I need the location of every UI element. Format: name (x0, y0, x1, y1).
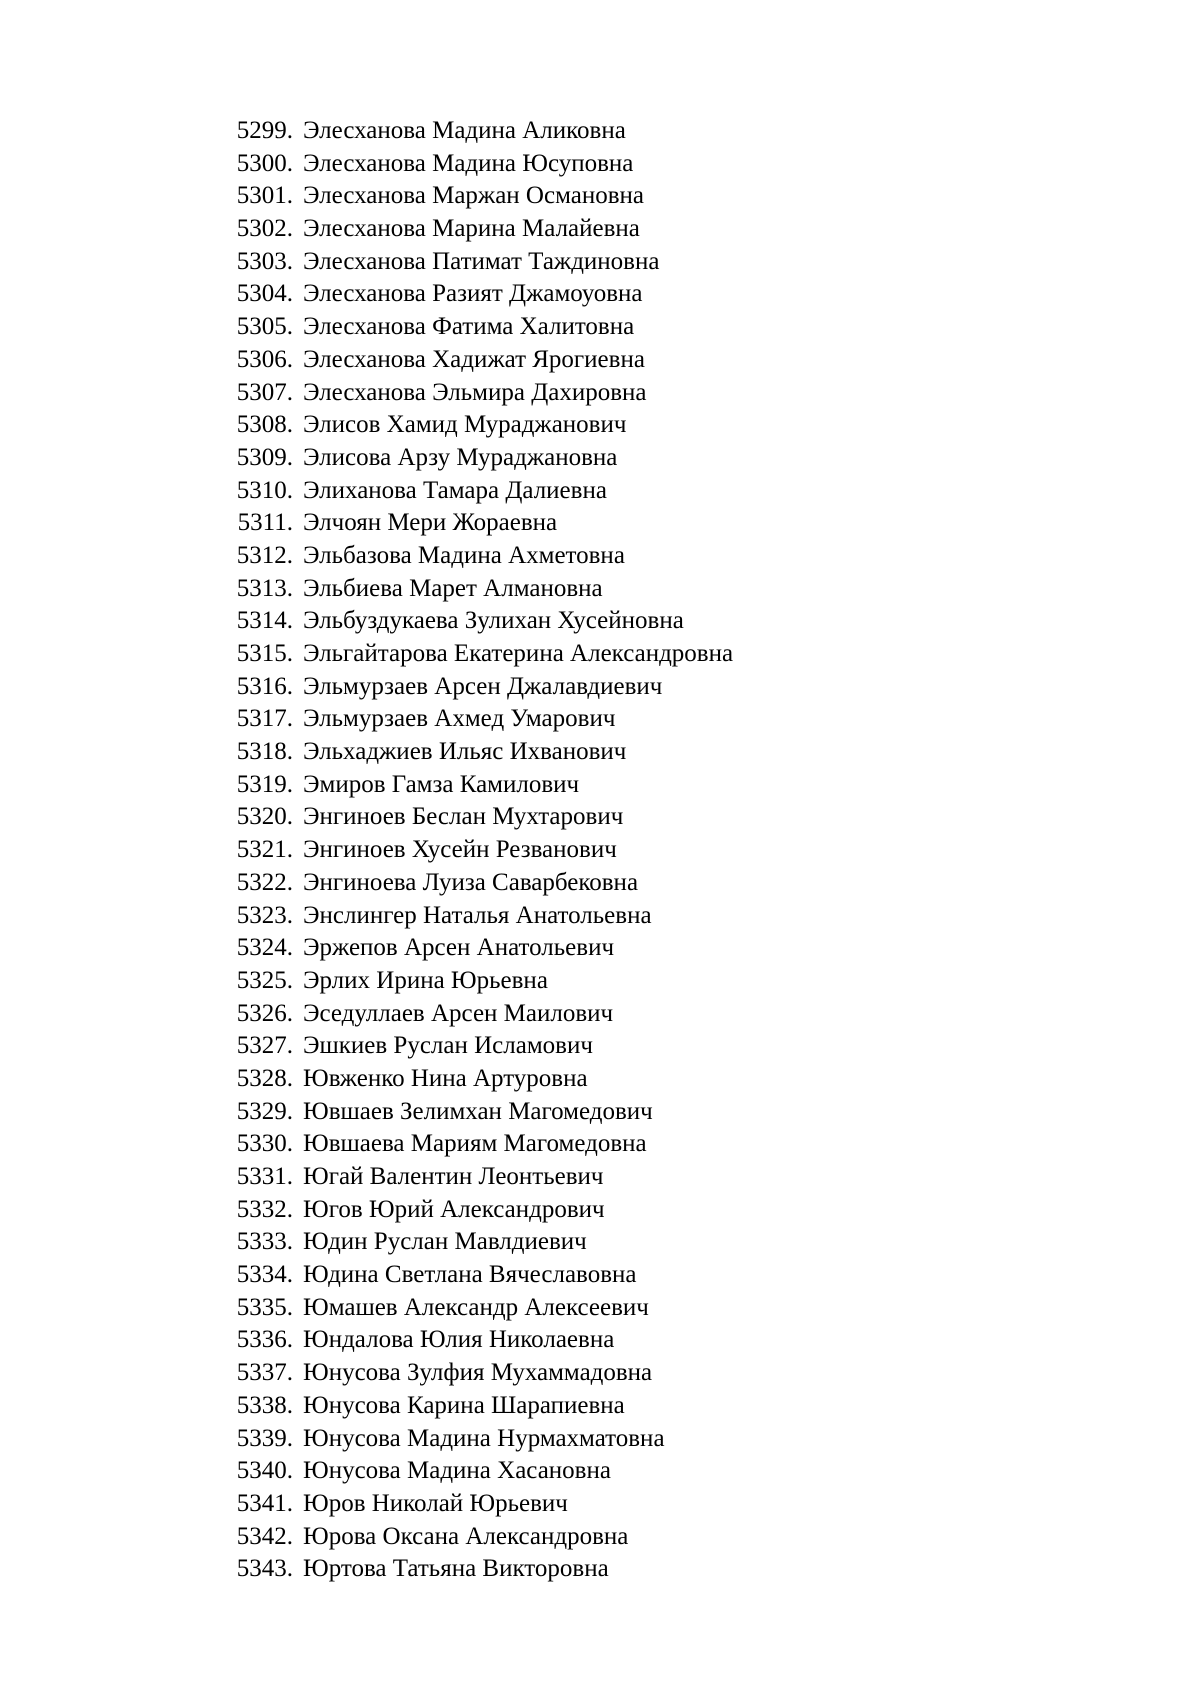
entry-full-name: Эльмурзаев Арсен Джалавдиевич (303, 672, 663, 700)
list-item (0, 475, 733, 508)
entry-full-name: Эшкиев Руслан Исламович (303, 1032, 593, 1060)
list-item (0, 213, 733, 246)
list-item (0, 409, 733, 442)
list-item (0, 1455, 733, 1488)
list-item (0, 442, 733, 475)
entry-number: 5319. (236, 770, 293, 798)
entry-number: 5316. (236, 672, 293, 700)
entry-full-name: Элесханова Эльмира Дахировна (303, 378, 647, 406)
entry-full-name: Эльгайтарова Екатерина Александровна (303, 640, 734, 667)
entry-number: 5328. (236, 1064, 293, 1092)
entry-full-name: Элиханова Тамара Далиевна (303, 476, 607, 504)
entry-number: 5327. (236, 1032, 293, 1060)
list-item (0, 1063, 733, 1096)
entry-number: 5303. (236, 247, 293, 275)
entry-full-name: Юнусова Мадина Нурмахматовна (303, 1424, 665, 1452)
list-item (0, 540, 733, 573)
entry-number: 5337. (236, 1359, 293, 1387)
entry-number: 5301. (236, 182, 293, 210)
list-item (0, 932, 733, 965)
list-item (0, 1521, 733, 1554)
entry-full-name: Югов Юрий Александрович (303, 1195, 605, 1223)
list-item (0, 180, 733, 213)
list-item (0, 311, 733, 344)
entry-number: 5334. (236, 1261, 293, 1289)
entry-number: 5323. (236, 901, 293, 929)
entry-number: 5300. (236, 149, 293, 177)
list-item (0, 1357, 733, 1390)
entry-full-name: Эльмурзаев Ахмед Умарович (303, 705, 616, 733)
entry-full-name: Юнусова Мадина Хасановна (303, 1457, 611, 1485)
list-item (0, 246, 733, 279)
list-item (0, 1259, 733, 1292)
list-item (0, 1030, 733, 1063)
entry-number: 5299. (236, 117, 293, 144)
entry-number: 5320. (236, 803, 293, 831)
entry-full-name: Эржепов Арсен Анатольевич (303, 934, 615, 962)
list-item (0, 965, 733, 998)
entry-full-name: Элчоян Мери Жораевна (303, 509, 558, 537)
list-item (0, 900, 733, 933)
entry-full-name: Юртова Татьяна Викторовна (303, 1555, 609, 1583)
entry-full-name: Элесханова Хадижат Ярогиевна (303, 345, 645, 373)
entry-full-name: Элесханова Мадина Аликовна (303, 117, 626, 144)
entry-number: 5340. (236, 1457, 293, 1485)
entry-number: 5318. (236, 738, 293, 766)
list-item (0, 1553, 733, 1586)
list-item (0, 703, 733, 736)
list-item (0, 998, 733, 1031)
entry-full-name: Юров Николай Юрьевич (303, 1489, 568, 1517)
entry-full-name: Элесханова Разият Джамоуовна (303, 280, 643, 308)
list-item (0, 1128, 733, 1161)
entry-full-name: Ювшаева Мариям Магомедовна (303, 1130, 647, 1158)
entry-number: 5336. (236, 1326, 293, 1354)
entry-number: 5311. (237, 509, 293, 537)
entry-number: 5314. (236, 607, 293, 635)
entry-number: 5331. (236, 1163, 293, 1190)
entry-full-name: Эльбиева Марет Алмановна (303, 574, 603, 602)
entry-number: 5333. (236, 1228, 293, 1256)
entry-number: 5317. (236, 705, 293, 733)
entry-full-name: Элесханова Маржан Османовна (303, 182, 644, 210)
entry-full-name: Юрова Оксана Александровна (303, 1522, 629, 1550)
entry-number: 5302. (236, 215, 293, 243)
entry-number: 5310. (236, 476, 293, 504)
entry-number: 5321. (236, 836, 293, 864)
entry-number: 5306. (236, 345, 293, 373)
entry-full-name: Элесханова Фатима Халитовна (303, 313, 635, 341)
entry-full-name: Элисова Арзу Мураджановна (303, 443, 618, 471)
list-item (0, 1194, 733, 1227)
list-item (0, 1488, 733, 1521)
list-item (0, 801, 733, 834)
list-item (0, 1096, 733, 1129)
entry-full-name: Юндалова Юлия Николаевна (303, 1326, 615, 1354)
list-item (0, 115, 733, 148)
entry-full-name: Юдин Руслан Мавлдиевич (303, 1228, 587, 1256)
entry-number: 5324. (236, 934, 293, 962)
list-item (0, 1226, 733, 1259)
entry-full-name: Ювженко Нина Артуровна (303, 1064, 588, 1092)
entry-number: 5307. (236, 378, 293, 406)
list-item (0, 769, 733, 802)
list-item (0, 148, 733, 181)
entry-full-name: Юнусова Зулфия Мухаммадовна (303, 1359, 653, 1387)
entry-number: 5322. (236, 868, 293, 896)
entry-number: 5332. (236, 1195, 293, 1223)
list-item (0, 605, 733, 638)
list-item (0, 377, 733, 410)
entry-full-name: Юмашев Александр Алексеевич (303, 1293, 649, 1321)
list-item (0, 573, 733, 606)
list-item (0, 834, 733, 867)
entry-full-name: Югай Валентин Леонтьевич (303, 1163, 604, 1190)
entry-number: 5342. (236, 1522, 293, 1550)
list-item (0, 1292, 733, 1325)
entry-number: 5339. (236, 1424, 293, 1452)
entry-full-name: Энгиноев Беслан Мухтарович (303, 803, 624, 831)
entry-number: 5335. (236, 1293, 293, 1321)
entry-number: 5309. (236, 443, 293, 471)
list-item (0, 736, 733, 769)
entry-full-name: Юдина Светлана Вячеславовна (303, 1261, 637, 1289)
entry-full-name: Эрлих Ирина Юрьевна (303, 966, 548, 994)
entry-full-name: Эльбазова Мадина Ахметовна (303, 541, 625, 569)
list-item (0, 867, 733, 900)
entry-number: 5341. (236, 1489, 293, 1517)
entry-full-name: Энгиноева Луиза Саварбековна (303, 868, 639, 896)
entry-number: 5304. (236, 280, 293, 308)
list-item (0, 1324, 733, 1357)
entry-number: 5325. (236, 966, 293, 994)
entry-full-name: Элесханова Патимат Таждиновна (303, 247, 660, 275)
list-item (0, 507, 733, 540)
list-item (0, 278, 733, 311)
entry-number: 5329. (236, 1097, 293, 1125)
entry-full-name: Эльхаджиев Ильяс Ихванович (303, 738, 627, 766)
entry-number: 5313. (236, 574, 293, 602)
list-item (0, 671, 733, 704)
entry-full-name: Эседуллаев Арсен Маилович (303, 999, 614, 1027)
entry-number: 5330. (236, 1130, 293, 1158)
entry-number: 5312. (236, 541, 293, 569)
entry-full-name: Элесханова Марина Малайевна (303, 215, 640, 243)
entry-number: 5315. (236, 640, 293, 667)
list-item (0, 638, 733, 671)
entry-full-name: Юнусова Карина Шарапиевна (303, 1391, 625, 1419)
name-list (0, 115, 733, 1586)
entry-number: 5343. (236, 1555, 293, 1583)
entry-full-name: Элисов Хамид Мураджанович (303, 411, 627, 439)
entry-number: 5305. (236, 313, 293, 341)
list-item (0, 344, 733, 377)
list-item (0, 1423, 733, 1456)
entry-number: 5308. (236, 411, 293, 439)
list-item (0, 1161, 733, 1194)
entry-full-name: Энслингер Наталья Анатольевна (303, 901, 652, 929)
entry-full-name: Энгиноев Хусейн Резванович (303, 836, 617, 864)
entry-full-name: Элесханова Мадина Юсуповна (303, 149, 634, 177)
entry-full-name: Эмиров Гамза Камилович (303, 770, 580, 798)
entry-number: 5338. (236, 1391, 293, 1419)
entry-number: 5326. (236, 999, 293, 1027)
entry-full-name: Ювшаев Зелимхан Магомедович (303, 1097, 653, 1125)
entry-full-name: Эльбуздукаева Зулихан Хусейновна (303, 607, 684, 635)
list-item (0, 1390, 733, 1423)
